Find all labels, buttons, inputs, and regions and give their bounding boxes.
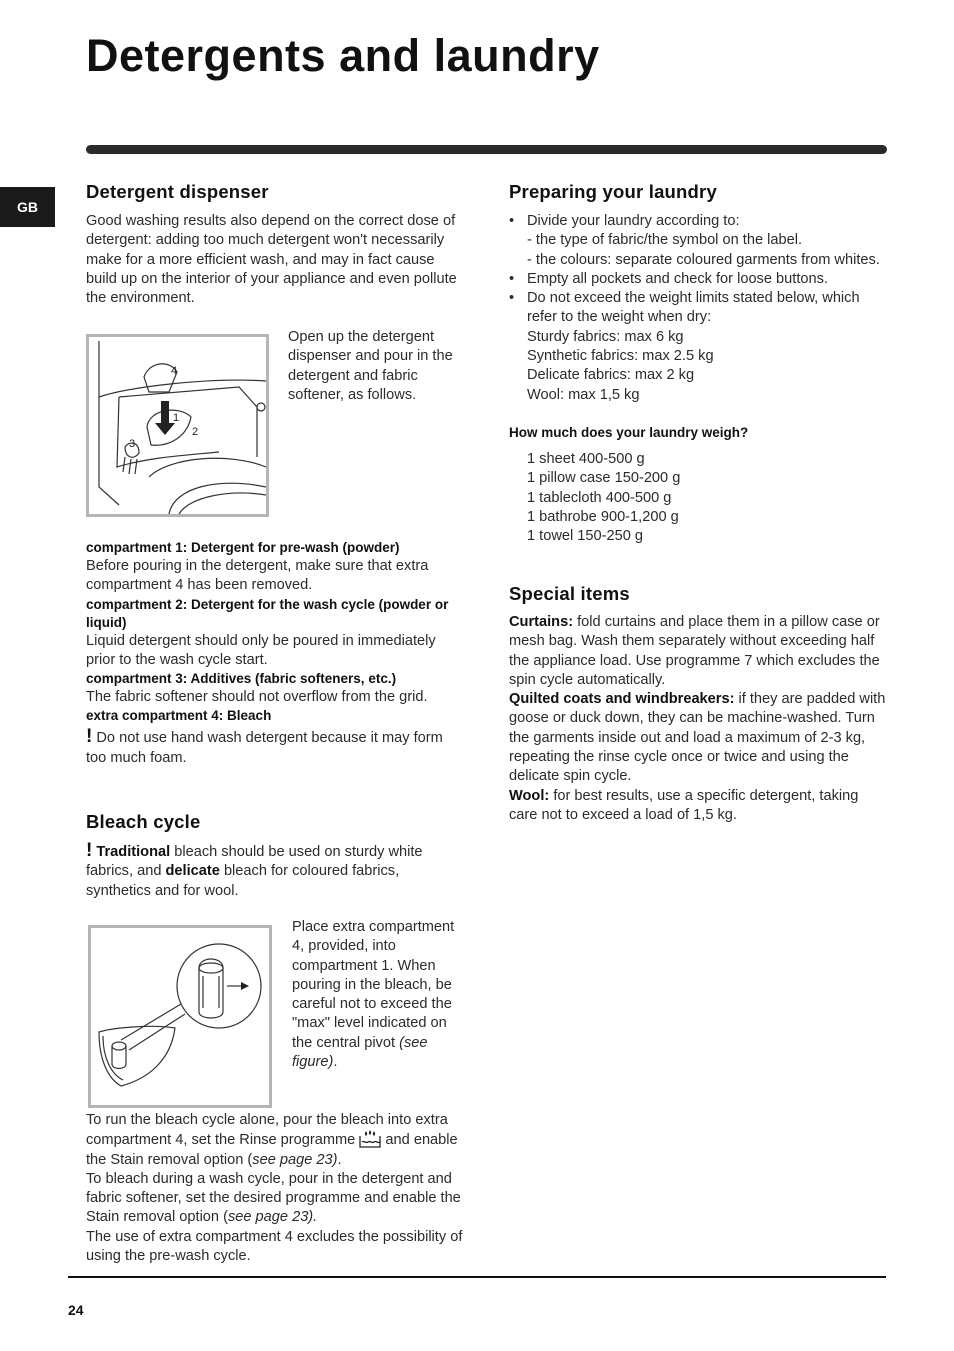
wool-body: for best results, use a specific detergent, taking care not to exceed a load of 1,5 kg. xyxy=(509,787,859,823)
bleach-caption-text: Place extra compartment 4, provided, into compartment 1. When pouring in the bleach, be careful not to exceed the "max" level indicated on the central pivot xyxy=(292,919,455,1051)
compartment-2-title: compartment 2: Detergent for the wash cycle (powder or liquid) xyxy=(86,596,449,630)
rinse-programme-icon xyxy=(359,1130,381,1148)
compartment-3-text: The fabric softener should not overflow from the grid. xyxy=(86,689,428,706)
warning-mark: ! xyxy=(86,840,93,861)
language-tab: GB xyxy=(0,187,55,227)
weight-limit-item: Sturdy fabrics: max 6 kg xyxy=(527,328,684,345)
footer-divider xyxy=(68,1276,886,1278)
page-title: Detergents and laundry xyxy=(86,30,600,81)
bleach-cycle-heading: Bleach cycle xyxy=(86,811,201,832)
foam-warning-text: Do not use hand wash detergent because it may form too much foam. xyxy=(86,730,443,766)
bleach-figure-caption xyxy=(292,918,464,1072)
quilted-coats-label: Quilted coats and windbreakers: xyxy=(509,691,735,708)
bleach-cycle-section xyxy=(86,811,464,901)
figure-label-3: 3 xyxy=(129,438,136,450)
laundry-weights-list xyxy=(509,450,887,546)
colours-subitem: - the colours: separate coloured garments from whites. xyxy=(527,251,880,268)
weight-item: 1 sheet 400-500 g xyxy=(527,450,645,467)
list-item: • Empty all pockets and check for loose buttons. xyxy=(509,270,887,289)
weight-limits-intro: • Do not exceed the weight limits stated below, which refer to the weight when dry: xyxy=(527,290,860,326)
divide-laundry-text: • Divide your laundry according to: xyxy=(527,213,740,229)
list-item xyxy=(509,212,887,270)
preparing-laundry-section xyxy=(509,181,887,546)
delicate-label: delicate xyxy=(165,863,220,880)
wool-label: Wool: xyxy=(509,787,550,804)
curtains-body: fold curtains and place them in a pillow case or mesh bag. Wash them separately without exceeding half the appliance load. Use programme 7 which excludes the spin cycle automatically. xyxy=(509,614,880,688)
preparing-laundry-heading: Preparing your laundry xyxy=(509,181,717,202)
see-page-ref: see page 23) xyxy=(252,1151,338,1168)
bleach-figure xyxy=(88,925,272,1108)
warning-mark: ! xyxy=(86,726,93,748)
weight-item: 1 bathrobe 900-1,200 g xyxy=(527,508,679,525)
preparing-list xyxy=(509,212,887,405)
bleach-alone-text xyxy=(86,1111,466,1170)
special-items-section xyxy=(509,583,887,825)
list-item xyxy=(509,289,887,405)
curtains-text xyxy=(509,613,887,690)
bleach-alone-a: To run the bleach cycle alone, pour the bleach into extra compartment 4, set the Rinse programme xyxy=(86,1112,448,1149)
bleach-text-b: bleach for coloured fabrics, synthetics and for wool. xyxy=(86,863,400,899)
see-page-ref: see page 23). xyxy=(227,1209,318,1226)
weight-item: 1 tablecloth 400-500 g xyxy=(527,489,672,506)
dispenser-figure xyxy=(86,334,269,517)
detergent-dispenser-section xyxy=(86,181,464,308)
weight-limit-item: Delicate fabrics: max 2 kg xyxy=(527,367,695,384)
compartment-3-title: compartment 3: Additives (fabric softeners, etc.) xyxy=(86,671,397,687)
dispenser-drawing xyxy=(89,337,266,514)
title-divider xyxy=(86,145,887,154)
bleach-types-text xyxy=(86,841,464,901)
detergent-dispenser-intro: Good washing results also depend on the correct dose of detergent: adding too much detergent won't necessarily make for a more efficient wash, and may in fact cause build up on the interior of your appliance and even pollute the environment. xyxy=(86,213,457,307)
bleach-instructions xyxy=(86,1111,466,1266)
compartment-2-text: Liquid detergent should only be poured in immediately prior to the wash cycle start. xyxy=(86,632,436,668)
compartment-4-title: extra compartment 4: Bleach xyxy=(86,708,272,724)
figure-label-4: 4 xyxy=(171,365,178,377)
foam-warning xyxy=(86,727,464,768)
weight-item: 1 pillow case 150-200 g xyxy=(527,470,681,487)
bleach-alone-end: . xyxy=(337,1151,342,1168)
quilted-coats-text xyxy=(509,690,887,786)
prewash-exclusion-text: The use of extra compartment 4 excludes the possibility of using the pre-wash cycle. xyxy=(86,1228,463,1265)
detergent-dispenser-heading: Detergent dispenser xyxy=(86,181,269,202)
weight-limit-item: Wool: max 1,5 kg xyxy=(527,386,640,403)
bleach-during-text xyxy=(86,1170,466,1228)
laundry-weight-heading: How much does your laundry weigh? xyxy=(509,424,749,440)
dispenser-figure-caption: Open up the detergent dispenser and pour in the detergent and fabric softener, as follows. xyxy=(288,329,453,403)
bleach-text-a: bleach should be used on sturdy white fabrics, and xyxy=(86,844,423,880)
quilted-coats-body: if they are padded with goose or duck down, they can be machine-washed. Turn the garments inside out and load a maximum of 2-3 kg, repeating the rinse cycle once or twice and using the delicate spin cycle. xyxy=(509,691,886,785)
compartments-list xyxy=(86,539,464,768)
figure-label-1: 1 xyxy=(173,412,180,424)
special-items-heading: Special items xyxy=(509,583,630,604)
bleach-during-a: To bleach during a wash cycle, pour in the detergent and fabric softener, set the desired programme and enable the Stain removal option ( xyxy=(86,1170,461,1226)
traditional-label: Traditional xyxy=(96,844,171,860)
figure-label-2: 2 xyxy=(192,426,199,438)
curtains-label: Curtains: xyxy=(509,614,574,630)
see-figure-ref: (see figure) xyxy=(292,1034,428,1071)
compartment-1-text: Before pouring in the detergent, make sure that extra compartment 4 has been removed. xyxy=(86,558,429,594)
wool-text xyxy=(509,787,887,826)
weight-limit-item: Synthetic fabrics: max 2.5 kg xyxy=(527,348,714,365)
bleach-drawing xyxy=(91,928,269,1105)
bleach-caption-end: . xyxy=(333,1054,338,1071)
page-number: 24 xyxy=(68,1302,84,1318)
compartment-1-title: compartment 1: Detergent for pre-wash (powder) xyxy=(86,540,400,555)
fabric-type-subitem: - the type of fabric/the symbol on the label. xyxy=(527,232,803,249)
bleach-alone-b: and enable the Stain removal option ( xyxy=(86,1132,458,1168)
weight-item: 1 towel 150-250 g xyxy=(527,528,644,545)
